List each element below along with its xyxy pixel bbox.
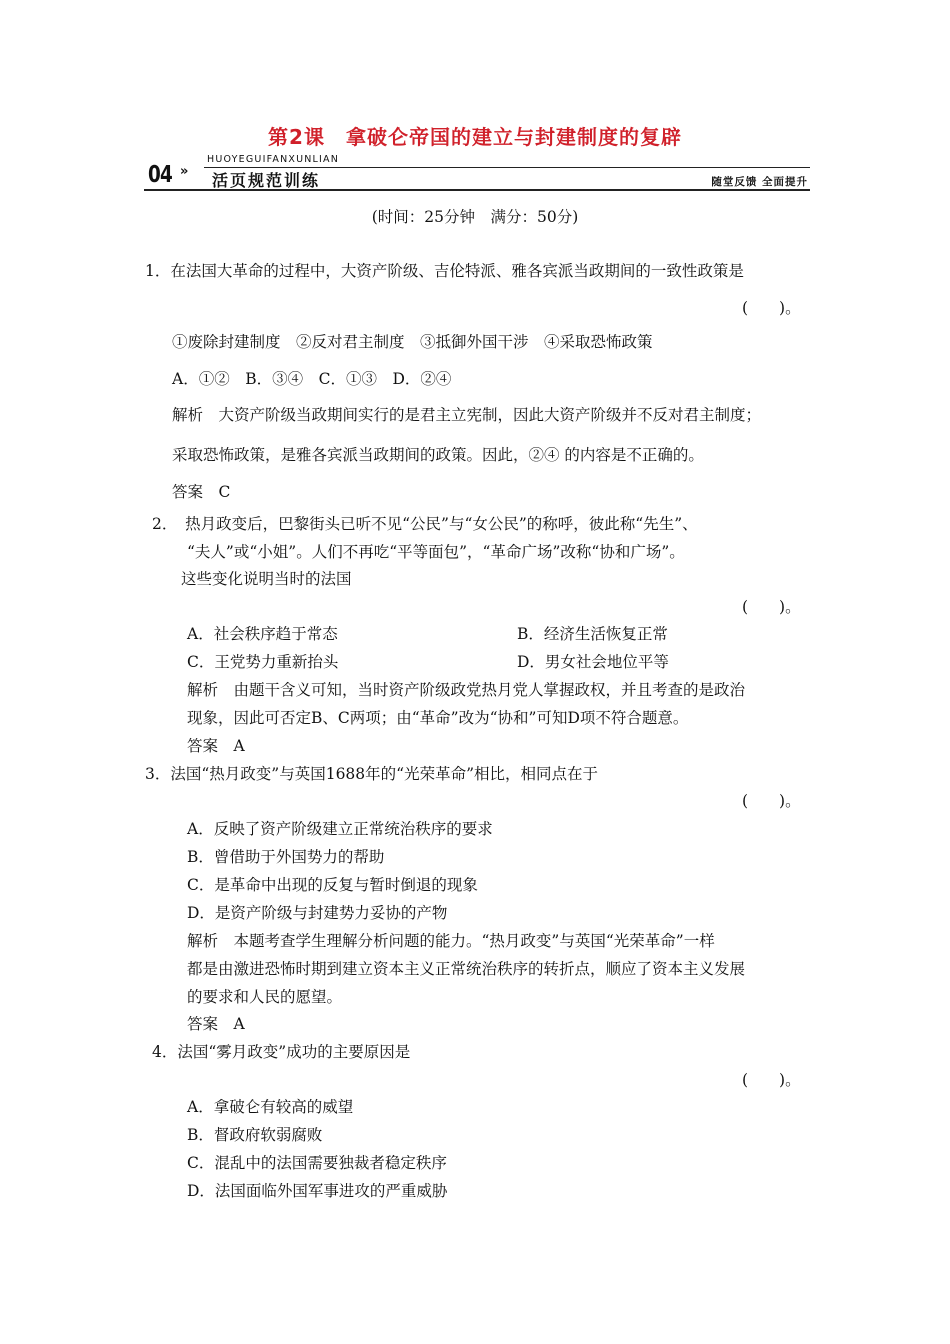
question-4-option-c: C．混乱中的法国需要独裁者稳定秩序 — [187, 1154, 447, 1172]
section-name: 活页规范训练 — [212, 171, 321, 190]
question-2-option-b: B．经济生活恢复正常 — [517, 625, 668, 643]
section-pinyin: HUOYEGUIFANXUNLIAN — [207, 154, 340, 165]
question-4-stem: 4．法国“雾月政变”成功的主要原因是 — [152, 1043, 411, 1061]
question-4-option-a: A．拿破仑有较高的威望 — [187, 1098, 354, 1116]
question-2-analysis-line: 解析 由题干含义可知，当时资产阶级政党热月党人掌握政权，并且考查的是政治 — [187, 681, 746, 699]
banner-divider-bottom — [144, 189, 810, 191]
question-3-analysis-line: 解析 本题考查学生理解分析问题的能力。“热月政变”与英国“光荣革命”一样 — [187, 932, 715, 950]
question-1-options: A．①② B．③④ C．①③ D．②④ — [172, 370, 452, 388]
question-2-answer: 答案 A — [187, 737, 245, 755]
question-1-items: ①废除封建制度 ②反对君主制度 ③抵御外国干涉 ④采取恐怖政策 — [172, 333, 653, 351]
question-2-option-c: C．王党势力重新抬头 — [187, 653, 339, 671]
question-3-option-b: B．曾借助于外国势力的帮助 — [187, 848, 385, 866]
question-1-analysis-line: 解析 大资产阶级当政期间实行的是君主立宪制，因此大资产阶级并不反对君主制度； — [172, 406, 762, 424]
question-2-blank: ( )。 — [742, 598, 801, 616]
question-3-option-c: C．是革命中出现的反复与暂时倒退的现象 — [187, 876, 478, 894]
question-2-analysis-line: 现象，因此可否定B、C两项；由“革命”改为“协和”可知D项不符合题意。 — [187, 709, 689, 727]
section-number: 04 — [148, 162, 173, 188]
question-3-analysis-line: 的要求和人民的愿望。 — [187, 988, 343, 1006]
question-3-blank: ( )。 — [742, 792, 801, 810]
section-slogan: 随堂反馈 全面提升 — [711, 176, 808, 188]
question-2-stem-line: 这些变化说明当时的法国 — [181, 570, 352, 588]
question-3-option-d: D．是资产阶级与封建势力妥协的产物 — [187, 904, 448, 922]
page-title: 第2课 拿破仑帝国的建立与封建制度的复辟 — [268, 125, 682, 149]
question-2-option-d: D．男女社会地位平等 — [517, 653, 669, 671]
question-3-option-a: A．反映了资产阶级建立正常统治秩序的要求 — [187, 820, 493, 838]
question-2-stem-line: 2． 热月政变后，巴黎街头已听不见“公民”与“女公民”的称呼，彼此称“先生”、 — [152, 515, 698, 533]
question-1-stem: 1．在法国大革命的过程中，大资产阶级、吉伦特派、雅各宾派当政期间的一致性政策是 — [145, 262, 744, 280]
chevron-right-icon: » — [180, 164, 189, 179]
question-3-stem: 3．法国“热月政变”与英国1688年的“光荣革命”相比，相同点在于 — [145, 765, 599, 783]
time-info: (时间：25分钟 满分：50分) — [371, 208, 579, 226]
section-banner — [144, 154, 810, 190]
question-3-analysis-line: 都是由激进恐怖时期到建立资本主义正常统治秩序的转折点，顺应了资本主义发展 — [187, 960, 746, 978]
question-4-option-d: D．法国面临外国军事进攻的严重威胁 — [187, 1182, 448, 1200]
question-2-stem-line: “夫人”或“小姐”。人们不再吃“平等面包”，“革命广场”改称“协和广场”。 — [187, 543, 685, 561]
question-4-option-b: B．督政府软弱腐败 — [187, 1126, 323, 1144]
question-1-blank: ( )。 — [742, 299, 801, 317]
question-2-option-a: A．社会秩序趋于常态 — [187, 625, 338, 643]
question-1-answer: 答案 C — [172, 483, 231, 501]
question-3-answer: 答案 A — [187, 1015, 245, 1033]
question-1-analysis-line: 采取恐怖政策，是雅各宾派当政期间的政策。因此，②④ 的内容是不正确的。 — [172, 446, 704, 464]
question-4-blank: ( )。 — [742, 1071, 801, 1089]
